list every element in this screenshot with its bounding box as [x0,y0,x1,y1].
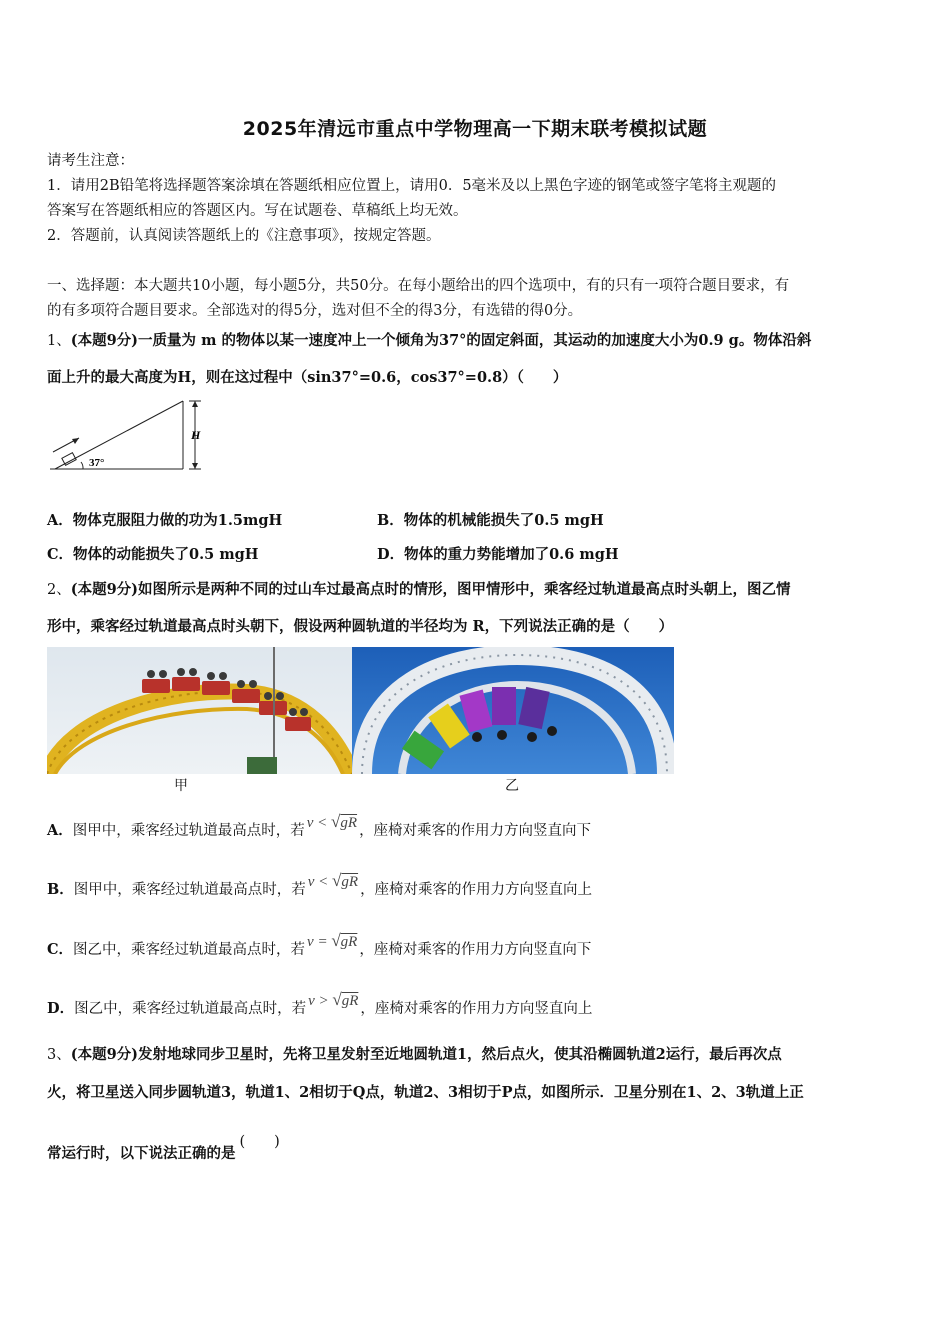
q3-text-3: 常运行时，以下说法正确的是 [47,1145,236,1162]
q1-option-d-key: D． [377,546,405,563]
section-instructions-line-1: 一、选择题：本大题共10小题，每小题5分，共50分。在每小题给出的四个选项中，有的只有一项符合题目要求，有 [47,278,790,294]
trees [247,757,277,774]
height-arrow-top [192,401,198,407]
q2-option-d-formula [308,990,358,1011]
car-4 [232,689,260,703]
q2-option-c-pre: 图乙中，乘客经过轨道最高点时，若 [73,942,306,958]
q2-option-a-post: ，座椅对乘客的作用力方向竖直向下 [359,823,592,839]
q1-option-b[interactable] [377,511,604,531]
q2-option-a-pre: 图甲中，乘客经过轨道最高点时，若 [72,823,305,839]
height-label: H [191,428,201,442]
sqrt-symbol: √ [331,812,341,831]
q1-text-1: (本题9分)一质量为 m 的物体以某一速度冲上一个倾角为37°的固定斜面，其运动的加速度大小为0.9 g。物体沿斜 [70,332,812,349]
q1-option-b-text: 物体的机械能损失了0.5 mgH [403,512,604,529]
car-2 [172,677,200,691]
q2-option-a-key: A． [47,822,73,839]
car-6 [285,717,311,731]
incline-slope [55,401,183,469]
roller-coaster-photo-yi [352,647,674,774]
car-3 [202,681,230,695]
car-1 [142,679,170,693]
q2-option-b-key: B． [47,881,74,898]
notice-item-1-line-2: 答案写在答题纸相应的答题区内。写在试题卷、草稿纸上均无效。 [47,203,468,219]
q2-option-d-pre: 图乙中，乘客经过轨道最高点时，若 [74,1001,307,1017]
q2-text-1: (本题9分)如图所示是两种不同的过山车过最高点时的情形，图甲情形中，乘客经过轨道最高点时头朝上，图乙情 [70,581,791,598]
q1-option-a[interactable] [47,511,282,531]
roller-coaster-photo-jia [47,647,352,774]
q2-option-a-formula [307,812,357,833]
q2-option-b-sqrt-arg: gR [341,874,359,890]
q2-option-b-relation: v < [307,874,329,890]
q2-option-b[interactable] [47,871,593,900]
q3-stem-line-3 [47,1134,280,1164]
page-title: 2025年清远市重点中学物理高一下期末联考模拟试题 [242,118,708,140]
angle-arc [81,462,83,469]
notice-item-2: 2．答题前，认真阅读答题纸上的《注意事项》，按规定答题。 [47,228,441,244]
q2-option-b-pre: 图甲中，乘客经过轨道最高点时，若 [73,882,306,898]
q1-number: 1、 [47,333,71,349]
sqrt-symbol: √ [332,871,342,890]
q2-option-c-key: C． [47,941,74,958]
q3-text-1: (本题9分)发射地球同步卫星时，先将卫星发射至近地圆轨道1，然后点火，使其沿椭圆轨道2运行，最后再次点 [70,1046,782,1063]
q2-option-b-post: ，座椅对乘客的作用力方向竖直向上 [360,882,593,898]
q3-stem-line-1 [47,1045,782,1065]
q1-option-b-key: B． [377,512,404,529]
q1-option-c-text: 物体的动能损失了0.5 mgH [73,546,259,563]
angle-label: 37° [89,457,105,469]
q2-option-a-relation: v < [306,815,328,831]
q2-option-c-sqrt-arg: gR [340,934,358,950]
incline-diagram [45,396,215,476]
sqrt-symbol: √ [331,931,341,950]
q2-option-d-post: ，座椅对乘客的作用力方向竖直向上 [360,1001,593,1017]
caption-yi: 乙 [505,778,519,794]
notice-heading: 请考生注意： [47,153,134,169]
q2-option-a[interactable] [47,812,592,841]
caption-jia: 甲 [174,778,188,794]
q1-option-c[interactable] [47,545,259,565]
q2-option-c-post: ，座椅对乘客的作用力方向竖直向下 [359,942,592,958]
q3-stem-line-2: 火，将卫星送入同步圆轨道3，轨道1、2相切于Q点，轨道2、3相切于P点，如图所示．卫星分别在1、2、3轨道上正 [47,1084,804,1101]
q2-option-c[interactable] [47,931,592,960]
q2-option-d-key: D． [47,1000,75,1017]
q1-option-a-key: A． [47,512,73,529]
q1-stem-line-1 [47,331,811,351]
q2-stem-line-1 [47,580,791,600]
q1-option-d-text: 物体的重力势能增加了0.6 mgH [404,546,619,563]
q2-option-c-relation: v = [307,934,328,950]
q1-stem-line-2: 面上升的最大高度为H，则在这过程中（sin37°=0.6，cos37°=0.8）（ ） [47,369,568,386]
q2-stem-line-2: 形中，乘客经过轨道最高点时头朝下，假设两种圆轨道的半径均为 R，下列说法正确的是（ ） [47,618,674,635]
section-instructions-line-2: 的有多项符合题目要求。全部选对的得5分，选对但不全的得3分，有选错的得0分。 [47,303,583,319]
q1-option-d[interactable] [377,545,619,565]
q2-option-b-formula [308,871,358,892]
sqrt-symbol: √ [332,990,342,1009]
q2-option-c-formula [307,931,357,952]
q3-answer-paren: ( ) [239,1134,280,1150]
car-purple-2 [492,687,516,725]
q2-option-d-sqrt-arg: gR [341,993,359,1009]
q2-option-d[interactable] [47,990,593,1019]
q2-number: 2、 [47,582,71,598]
q3-number: 3、 [47,1047,71,1063]
q2-option-d-relation: v > [308,993,329,1009]
q1-option-c-key: C． [47,546,74,563]
height-arrow-bottom [192,463,198,469]
q1-option-a-text: 物体克服阻力做的功为1.5mgH [72,512,283,529]
q2-option-a-sqrt-arg: gR [340,815,358,831]
notice-item-1-line-1: 1．请用2B铅笔将选择题答案涂填在答题纸相应位置上，请用0．5毫米及以上黑色字迹的钢笔或签字笔将主观题的 [47,178,777,194]
